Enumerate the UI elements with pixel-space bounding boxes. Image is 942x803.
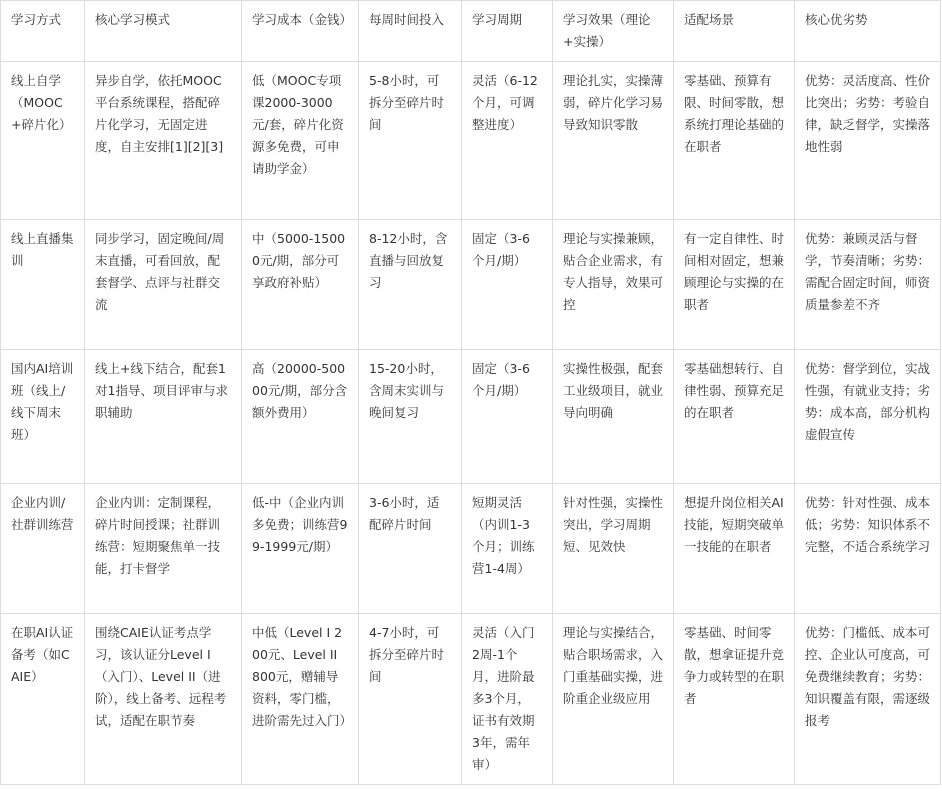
table-cell: 低（MOOC专项课2000-3000元/套，碎片化资源多免费，可申请助学金）: [242, 62, 359, 220]
table-cell: 灵活（入门2周-1个月，进阶最多3个月，证书有效期3年，需年审）: [462, 614, 553, 785]
header-cell-cycle: 学习周期: [462, 1, 553, 62]
header-cell-pros-cons: 核心优劣势: [795, 1, 941, 62]
table-cell: 优势：门槛低、成本可控、企业认可度高，可免费继续教育；劣势：知识覆盖有限，需逐级报考: [795, 614, 941, 785]
header-cell-cost: 学习成本（金钱）: [242, 1, 359, 62]
table-row: [1, 62, 941, 220]
table-cell: 同步学习，固定晚间/周末直播，可看回放，配套督学、点评与社群交流: [85, 220, 242, 350]
table-row: [1, 614, 941, 785]
table-cell: 5-8小时，可拆分至碎片时间: [359, 62, 462, 220]
table-cell: 企业内训：定制课程，碎片时间授课；社群训练营：短期聚焦单一技能，打卡督学: [85, 484, 242, 614]
table-cell: 理论与实操结合，贴合职场需求，入门重基础实操，进阶重企业级应用: [553, 614, 674, 785]
table-cell: 线上自学（MOOC+碎片化）: [1, 62, 85, 220]
table-cell: 优势：灵活度高、性价比突出；劣势：考验自律，缺乏督学，实操落地性弱: [795, 62, 941, 220]
table-cell: 有一定自律性、时间相对固定，想兼顾理论与实操的在职者: [674, 220, 795, 350]
table-cell: 理论与实操兼顾，贴合企业需求，有专人指导，效果可控: [553, 220, 674, 350]
table-cell: 优势：督学到位，实战性强，有就业支持；劣势：成本高，部分机构虚假宣传: [795, 350, 941, 484]
header-cell-scenario: 适配场景: [674, 1, 795, 62]
table-row: [1, 484, 941, 614]
header-row: [1, 1, 941, 62]
header-cell-weekly-time: 每周时间投入: [359, 1, 462, 62]
table-cell: 零基础、时间零散，想拿证提升竞争力或转型的在职者: [674, 614, 795, 785]
table-cell: 企业内训/社群训练营: [1, 484, 85, 614]
table-cell: 8-12小时，含直播与回放复习: [359, 220, 462, 350]
table-cell: 优势：针对性强、成本低；劣势：知识体系不完整，不适合系统学习: [795, 484, 941, 614]
table-cell: 灵活（6-12个月，可调整进度）: [462, 62, 553, 220]
header-cell-method: 学习方式: [1, 1, 85, 62]
table-cell: 想提升岗位相关AI技能，短期突破单一技能的在职者: [674, 484, 795, 614]
table-cell: 零基础想转行、自律性弱、预算充足的在职者: [674, 350, 795, 484]
header-cell-mode: 核心学习模式: [85, 1, 242, 62]
table-cell: 线上+线下结合，配套1对1指导、项目评审与求职辅助: [85, 350, 242, 484]
table-row: [1, 220, 941, 350]
table-cell: 固定（3-6个月/期）: [462, 220, 553, 350]
table-cell: 在职AI认证备考（如CAIE）: [1, 614, 85, 785]
table-cell: 4-7小时，可拆分至碎片时间: [359, 614, 462, 785]
table-cell: 低-中（企业内训多免费；训练营99-1999元/期）: [242, 484, 359, 614]
table-cell: 零基础、预算有限、时间零散，想系统打理论基础的在职者: [674, 62, 795, 220]
table-row: [1, 350, 941, 484]
table-cell: 15-20小时，含周末实训与晚间复习: [359, 350, 462, 484]
table-cell: 高（20000-50000元/期，部分含额外费用）: [242, 350, 359, 484]
table-cell: 优势：兼顾灵活与督学，节奏清晰；劣势：需配合固定时间，师资质量参差不齐: [795, 220, 941, 350]
table-cell: 异步自学，依托MOOC平台系统课程，搭配碎片化学习，无固定进度，自主安排[1][2][3]: [85, 62, 242, 220]
table-cell: 理论扎实，实操薄弱，碎片化学习易导致知识零散: [553, 62, 674, 220]
table-cell: 短期灵活（内训1-3个月；训练营1-4周）: [462, 484, 553, 614]
header-cell-effect: 学习效果（理论+实操）: [553, 1, 674, 62]
table-cell: 中低（Level I 200元、Level II 800元，赠辅导资料，零门槛，进阶需先过入门）: [242, 614, 359, 785]
table-cell: 围绕CAIE认证考点学习，该认证分Level I（入门）、Level II（进阶），线上备考、远程考试，适配在职节奏: [85, 614, 242, 785]
table-cell: 线上直播集训: [1, 220, 85, 350]
table-cell: 固定（3-6个月/期）: [462, 350, 553, 484]
table-cell: 针对性强，实操性突出，学习周期短、见效快: [553, 484, 674, 614]
table-cell: 3-6小时，适配碎片时间: [359, 484, 462, 614]
table-cell: 中（5000-15000元/期，部分可享政府补贴）: [242, 220, 359, 350]
table-cell: 实操性极强，配套工业级项目，就业导向明确: [553, 350, 674, 484]
table-cell: 国内AI培训班（线上/线下周末班）: [1, 350, 85, 484]
